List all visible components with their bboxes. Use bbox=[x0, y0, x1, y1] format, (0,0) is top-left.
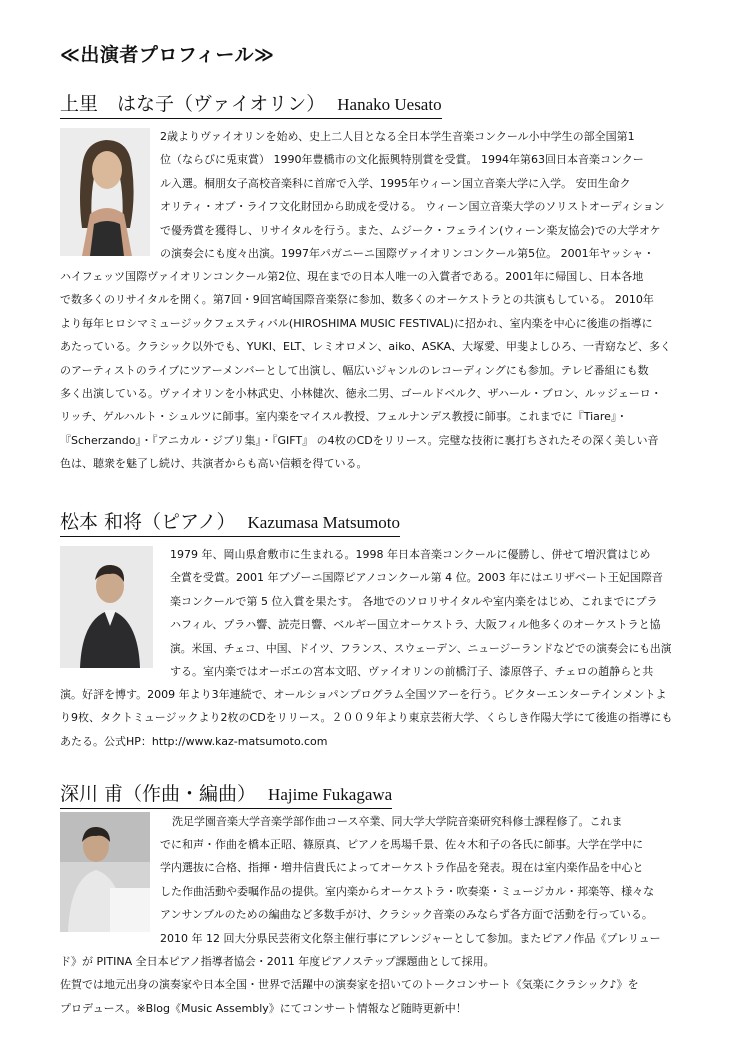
bio-line: り9枚、タクトミュージックより2枚のCDをリリース。２００９年より東京芸術大学、くらしき作陽大学にて後進の指導にも bbox=[60, 711, 673, 725]
portrait-photo-fukagawa bbox=[60, 812, 150, 932]
bio-line: する。室内楽ではオーボエの宮本文昭、ヴァイオリンの前橋汀子、漆原啓子、チェロの趙静らと共 bbox=[170, 664, 654, 678]
bio-line: ハイフェッツ国際ヴァイオリンコンクール第2位、現在までの日本人唯一の入賞者である。2001年に帰国し、日本各地 bbox=[60, 270, 644, 283]
bio-line: 全賞を受賞。2001 年ブゾーニ国際ピアノコンクール第 4 位。2003 年にはエリザベート王妃国際音 bbox=[170, 571, 663, 585]
bio-uesato-block-1 bbox=[160, 125, 665, 265]
bio-line: 洗足学園音楽大学音楽学部作曲コース卒業、同大学大学院音楽研究科修士課程修了。これま bbox=[172, 815, 623, 828]
bio-line: 位（ならびに兎束賞） 1990年豊橋市の文化振興特別賞を受賞。 1994年第63回日本音楽コンクー bbox=[160, 153, 644, 167]
bio-line: した作曲活動や委嘱作品の提供。室内楽からオーケストラ・吹奏楽・ミュージカル・邦楽等、様々な bbox=[160, 884, 655, 898]
bio-line: ル入選。桐朋女子高校音楽科に首席で入学、1995年ウィーン国立音楽大学に入学。 安田生命ク bbox=[160, 176, 631, 190]
bio-fukagawa-block-1 bbox=[172, 810, 622, 833]
performer-name-fukagawa bbox=[60, 782, 392, 809]
bio-line: ド》が PITINA 全日本ピアノ指導者協会・2011 年度ピアノステップ課題曲として採用。 bbox=[60, 955, 495, 968]
bio-line: アンサンブルのための編曲など多数手がけ、クラシック音楽のみならず各方面で活動を行っている。 bbox=[160, 908, 653, 922]
bio-line: 佐賀では地元出身の演奏家や日本全国・世界で活躍中の演奏家を招いてのトークコンサート《気楽にクラシック♪》を bbox=[60, 978, 639, 992]
performer-name-uesato bbox=[60, 92, 442, 119]
bio-line: 多く出演している。ヴァイオリンを小林武史、小林健次、徳永二男、ゴールドベルク、ザハール・ブロン、ルッジェーロ・ bbox=[60, 386, 662, 400]
bio-line: あたっている。クラシック以外でも、YUKI、ELT、レミオロメン、aiko、ASKA、大塚愛、甲斐よしひろ、一青窈など、多く bbox=[60, 340, 671, 354]
bio-line: あたる。公式HP：http://www.kaz-matsumoto.com bbox=[60, 734, 328, 748]
bio-line: 演。好評を博す。2009 年より3年連続で、オールショパンプログラム全国ツアーを行う。ビクターエンターテインメントよ bbox=[60, 688, 667, 701]
bio-line: 楽コンクールで第 5 位入賞を果たす。 各地でのソロリサイタルや室内楽をはじめ、これまでにプラ bbox=[170, 594, 658, 608]
name-ja: 上里 はな子（ヴァイオリン） bbox=[60, 93, 326, 115]
bio-line: 演。米国、チェコ、中国、ドイツ、フランス、スウェーデン、ニュージーランドなどでの演奏会にも出演 bbox=[170, 641, 672, 655]
bio-line: プロデュース。※Blog《Music Assembly》にてコンサート情報など随時更新中！ bbox=[60, 1001, 467, 1015]
bio-line: 2010 年 12 回大分県民芸術文化祭主催行事にアレンジャーとして参加。またピアノ作品《プレリュー bbox=[160, 931, 661, 945]
portrait-photo-uesato bbox=[60, 128, 150, 256]
performer-name-matsumoto bbox=[60, 510, 400, 537]
name-ja: 松本 和将（ピアノ） bbox=[60, 511, 236, 533]
name-en: Hanako Uesato bbox=[337, 95, 442, 114]
bio-line: で優秀賞を獲得し、リサイタルを行う。また、ムジーク・フェライン(ウィーン楽友協会)での大学オケ bbox=[160, 223, 661, 237]
bio-line: リッチ、ゲルハルト・シュルツに師事。室内楽をマイスル教授、フェルナンデス教授に師事。これまでに『Tiare』・ bbox=[60, 410, 628, 424]
bio-line: オリティ・オブ・ライフ文化財団から助成を受ける。 ウィーン国立音楽大学のソリストオーディション bbox=[160, 200, 665, 214]
bio-line: のアーティストのライブにツアーメンバーとして出演し、幅広いジャンルのレコーディングにも参加。テレビ番組にも数 bbox=[60, 363, 649, 377]
page-heading: ≪出演者プロフィール≫ bbox=[60, 44, 275, 66]
bio-matsumoto-block-2 bbox=[60, 683, 672, 753]
bio-line: 学内選抜に合格、指揮・増井信貴氏によってオーケストラ作品を発表。現在は室内楽作品を中心と bbox=[160, 861, 644, 875]
bio-fukagawa-block-2 bbox=[160, 833, 661, 950]
name-en: Kazumasa Matsumoto bbox=[247, 513, 401, 532]
bio-line: 『Scherzando』・『アニカル・ジブリ集』・『GIFT』 の4枚のCDをリリース。完璧な技術に裏打ちされたその深く美しい音 bbox=[60, 433, 659, 447]
name-ja: 深川 甫（作曲・編曲） bbox=[60, 783, 257, 805]
bio-line: の演奏会にも度々出演。1997年パガニーニ国際ヴァイオリンコンクール第5位。 2001年ヤッシャ・ bbox=[160, 246, 655, 260]
bio-line: ハフィル、プラハ響、読売日響、ベルギー国立オーケストラ、大阪フィル他多くのオーケストラと協 bbox=[170, 618, 661, 632]
name-en: Hajime Fukagawa bbox=[268, 785, 393, 804]
bio-uesato-block-2 bbox=[60, 265, 671, 476]
bio-line: 2歳よりヴァイオリンを始め、史上二人目となる全日本学生音楽コンクール小中学生の部全国第1 bbox=[160, 130, 635, 143]
bio-line: より毎年ヒロシマミュージックフェスティバル(HIROSHIMA MUSIC FESTIVAL)に招かれ、室内楽を中心に後進の指導に bbox=[60, 316, 653, 330]
bio-line: 1979 年、岡山県倉敷市に生まれる。1998 年日本音楽コンクールに優勝し、併せて増沢賞はじめ bbox=[170, 548, 651, 561]
bio-line: 色は、聴衆を魅了し続け、共演者からも高い信頼を得ている。 bbox=[60, 457, 368, 471]
bio-line: で数多くのリサイタルを開く。第7回・9回宮崎国際音楽祭に参加、数多くのオーケストラとの共演もしている。 2010年 bbox=[60, 293, 654, 307]
bio-fukagawa-block-3 bbox=[60, 950, 639, 1020]
bio-matsumoto-block-1 bbox=[170, 543, 672, 683]
bio-line: でに和声・作曲を橋本正昭、篠原真、ピアノを馬場千景、佐々木和子の各氏に師事。大学在学中に bbox=[160, 838, 644, 851]
portrait-photo-matsumoto bbox=[60, 546, 153, 668]
